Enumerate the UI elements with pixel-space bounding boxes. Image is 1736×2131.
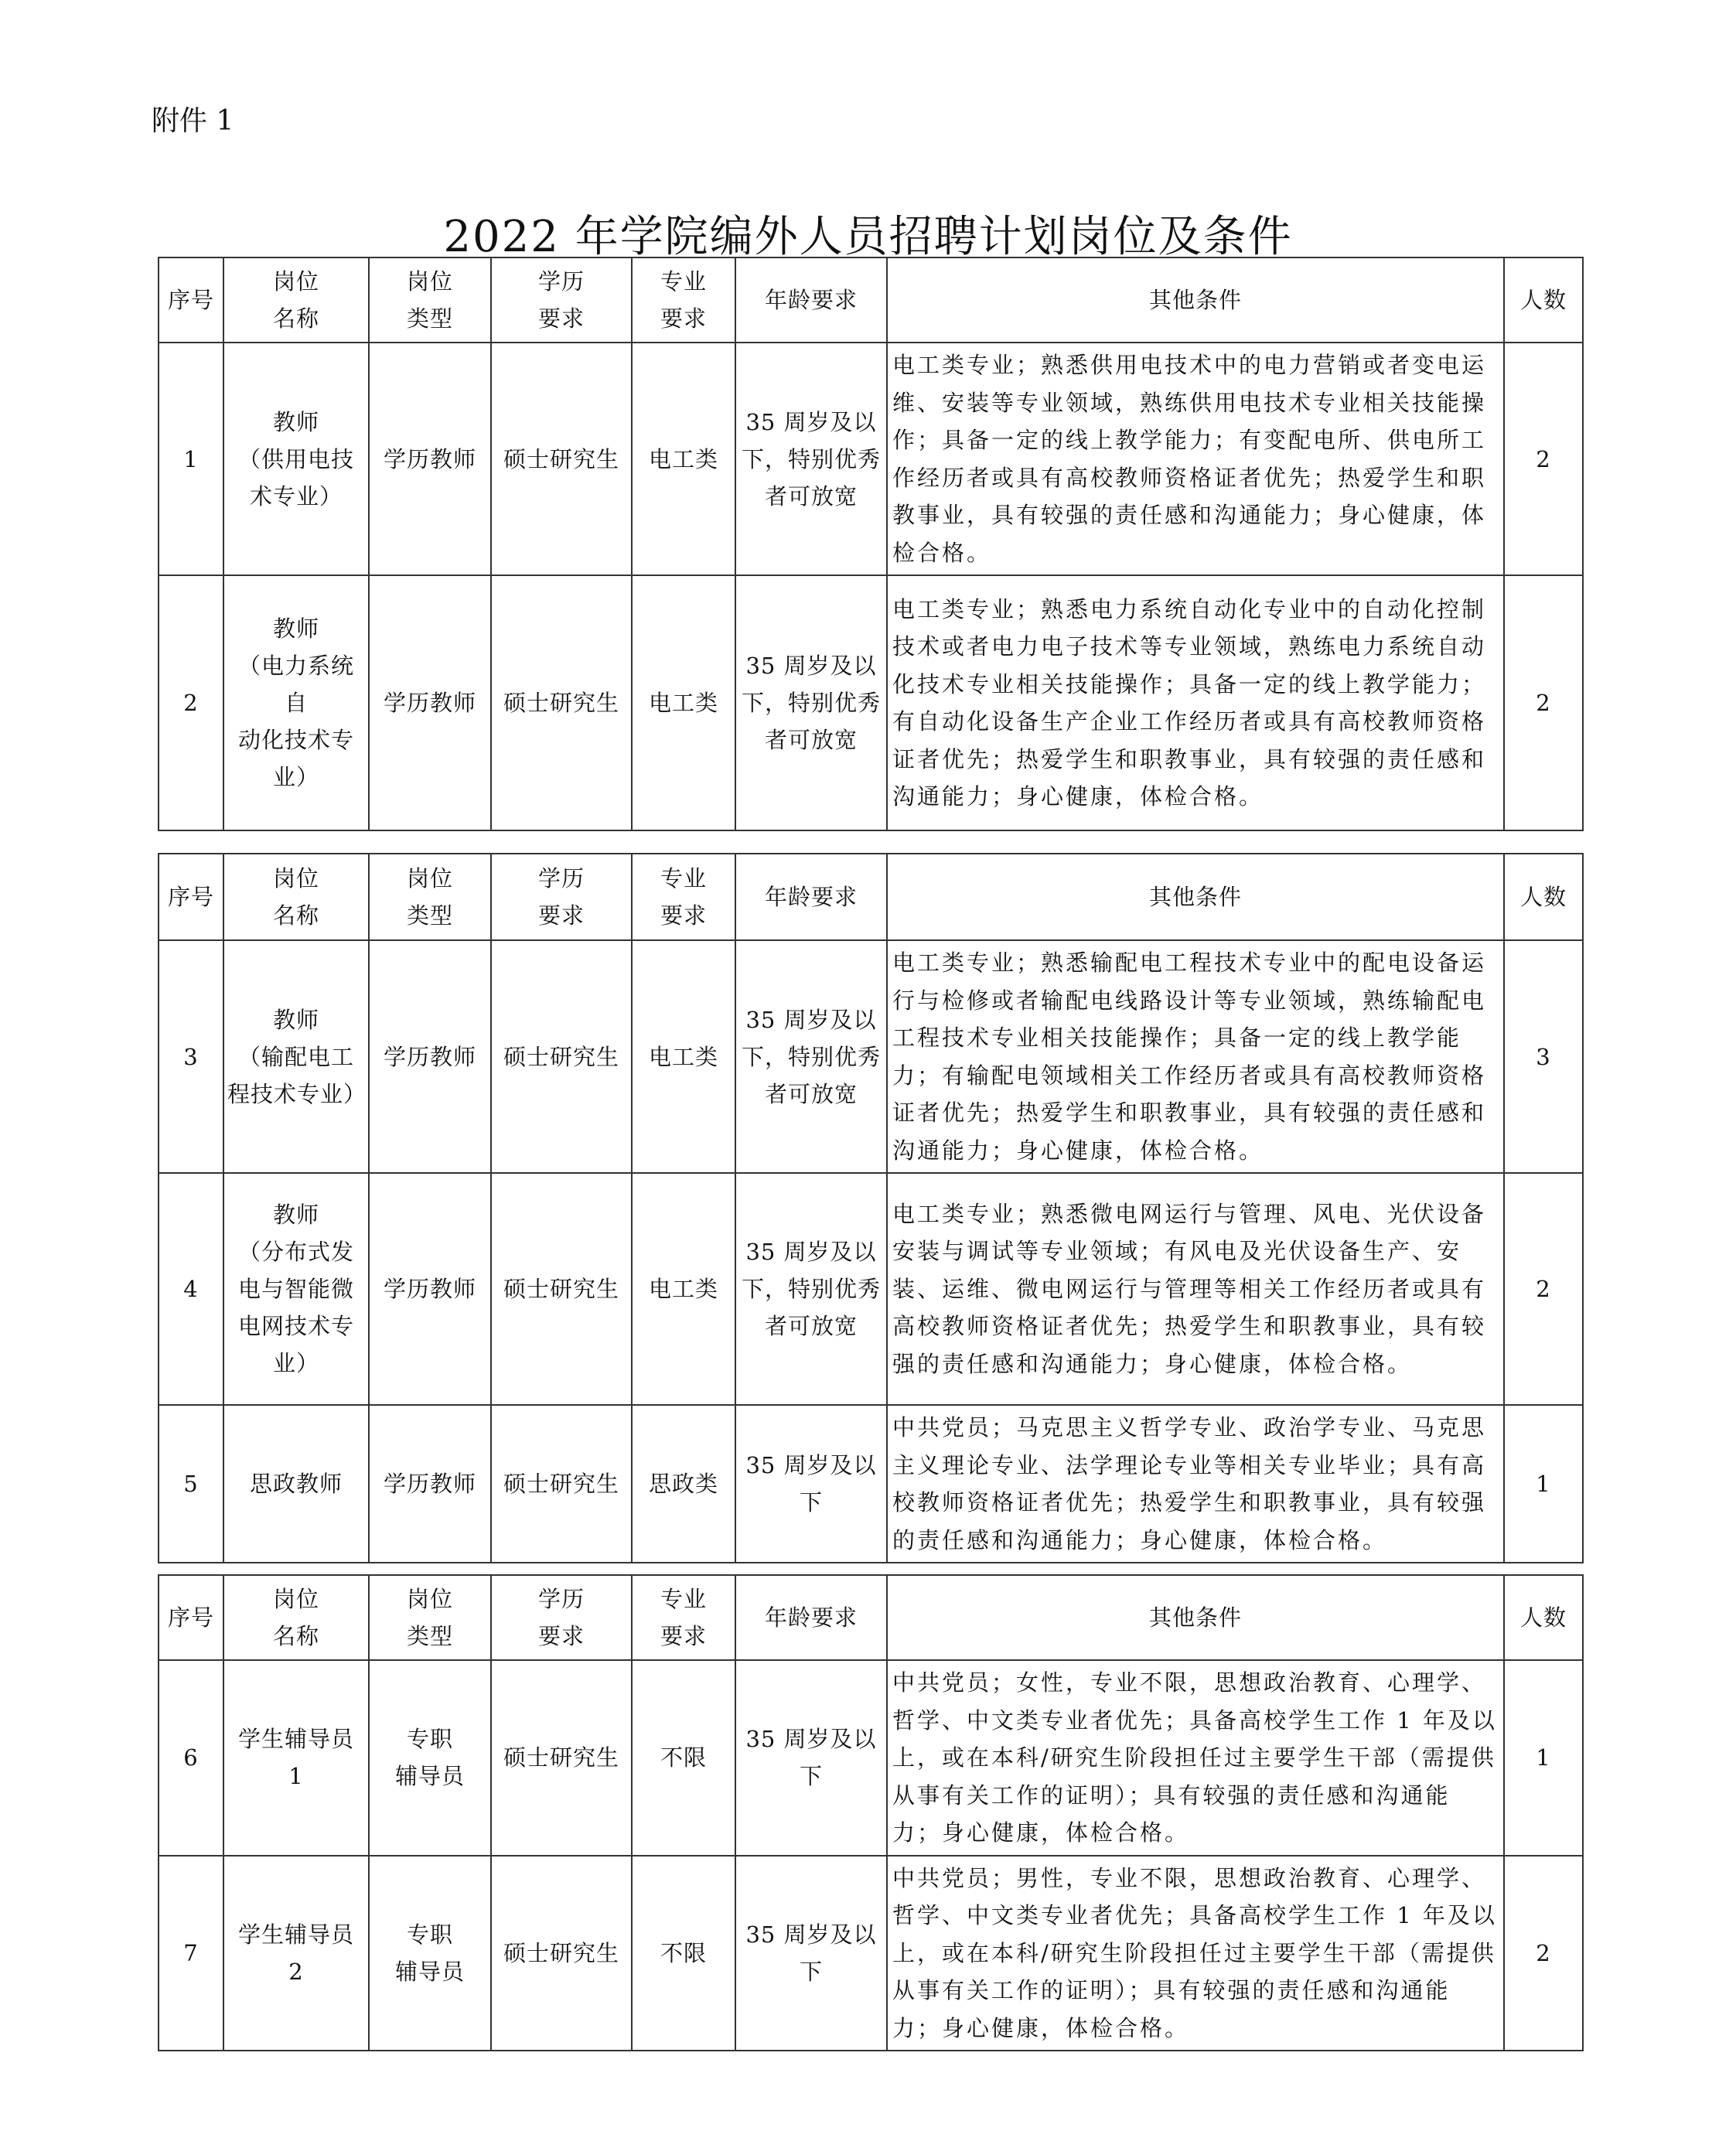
row-major: 思政类 — [632, 1405, 735, 1563]
table-row — [159, 1856, 1583, 2051]
row-post-name — [223, 1405, 369, 1563]
row-post-type — [369, 575, 491, 830]
header-post-name — [223, 854, 369, 940]
row-seq: 5 — [159, 1405, 223, 1563]
header-post-type-line: 岗位 — [406, 865, 453, 892]
header-major-line: 要求 — [660, 1623, 707, 1649]
header-age: 年龄要求 — [735, 1575, 887, 1660]
row-age-line: 下，特别优秀 — [741, 445, 881, 472]
header-post-type — [369, 1575, 491, 1660]
row-post-name — [223, 940, 369, 1173]
row-age-line: 35 周岁及以 — [745, 1452, 877, 1478]
row-count: 2 — [1504, 343, 1583, 575]
table-row — [159, 1660, 1583, 1856]
row-post-type-line: 辅导员 — [394, 1763, 465, 1790]
row-post-name-line: 思政教师 — [249, 1471, 343, 1497]
row-post-type-line: 学历教师 — [383, 1276, 476, 1302]
header-major — [632, 1575, 735, 1660]
header-other-conditions: 其他条件 — [887, 257, 1504, 343]
table-row — [159, 1173, 1583, 1405]
row-education: 硕士研究生 — [491, 343, 632, 575]
row-age-line: 下，特别优秀 — [741, 690, 881, 716]
row-age-line: 者可放宽 — [764, 482, 858, 510]
header-seq: 序号 — [159, 257, 223, 343]
header-education-line: 学历 — [537, 865, 585, 892]
row-other-conditions: 电工类专业；熟悉电力系统自动化专业中的自动化控制技术或者电力电子技术等专业领域，熟练电力系统自动化技术专业相关技能操作；具备一定的线上教学能力；有自动化设备生产企业工作经历者或具有高校教师资格证者优先；热爱学生和职教事业，具有较强的责任感和沟通能力；身心健康，体检合格。 — [887, 575, 1504, 830]
row-post-type-line: 学历教师 — [383, 1043, 476, 1070]
header-post-type-line: 岗位 — [406, 268, 453, 295]
row-education: 硕士研究生 — [491, 1405, 632, 1563]
row-post-name — [223, 343, 369, 575]
row-post-name-line: 术专业） — [249, 482, 343, 510]
header-post-name — [223, 257, 369, 343]
recruitment-table-page-3 — [158, 1574, 1584, 2051]
header-post-name-line: 岗位 — [272, 865, 319, 892]
row-age — [735, 1660, 887, 1856]
header-count: 人数 — [1504, 257, 1583, 343]
row-post-name — [223, 1856, 369, 2051]
row-post-name-line: 业） — [272, 764, 319, 790]
recruitment-table-page-2 — [158, 853, 1584, 1563]
row-age-line: 者可放宽 — [764, 727, 858, 753]
row-other-conditions: 中共党员；女性，专业不限，思想政治教育、心理学、哲学、中文类专业者优先；具备高校学生工作 1 年及以上，或在本科/研究生阶段担任过主要学生干部（需提供从事有关工作的证明）；具有较强的责任感和沟通能力；身心健康，体检合格。 — [887, 1660, 1504, 1856]
row-education: 硕士研究生 — [491, 1856, 632, 2051]
row-seq: 7 — [159, 1856, 223, 2051]
row-age — [735, 940, 887, 1173]
header-post-type — [369, 854, 491, 940]
header-post-name-line: 名称 — [272, 902, 319, 929]
table-row — [159, 940, 1583, 1173]
row-count: 1 — [1504, 1405, 1583, 1563]
row-age-line: 35 周岁及以 — [745, 1006, 877, 1033]
recruitment-table-page-1 — [158, 257, 1584, 831]
header-education — [491, 854, 632, 940]
row-post-name — [223, 1660, 369, 1856]
row-age — [735, 1405, 887, 1563]
row-post-type — [369, 1660, 491, 1856]
document-title: 2022 年学院编外人员招聘计划岗位及条件 — [443, 212, 1293, 262]
header-count: 人数 — [1504, 1575, 1583, 1660]
row-count: 1 — [1504, 1660, 1583, 1856]
header-education — [491, 257, 632, 343]
header-major — [632, 257, 735, 343]
row-post-name-line: 学生辅导员 2 — [237, 1921, 354, 1985]
header-post-type-line: 类型 — [406, 902, 453, 929]
row-major: 电工类 — [632, 575, 735, 830]
row-age — [735, 343, 887, 575]
header-education — [491, 1575, 632, 1660]
row-major: 电工类 — [632, 343, 735, 575]
row-post-type — [369, 343, 491, 575]
row-other-conditions: 电工类专业；熟悉供用电技术中的电力营销或者变电运维、安装等专业领域，熟练供用电技术专业相关技能操作；具备一定的线上教学能力；有变配电所、供电所工作经历者或具有高校教师资格证者优先；热爱学生和职教事业，具有较强的责任感和沟通能力；身心健康，体检合格。 — [887, 343, 1504, 575]
row-age-line: 35 周岁及以 — [745, 1921, 877, 1948]
row-seq: 6 — [159, 1660, 223, 1856]
row-other-conditions: 电工类专业；熟悉输配电工程技术专业中的配电设备运行与检修或者输配电线路设计等专业领域，熟练输配电工程技术专业相关技能操作；具备一定的线上教学能力；有输配电领域相关工作经历者或具有高校教师资格证者优先；热爱学生和职教事业，具有较强的责任感和沟通能力；身心健康，体检合格。 — [887, 940, 1504, 1173]
header-post-type — [369, 257, 491, 343]
row-other-conditions: 电工类专业；熟悉微电网运行与管理、风电、光伏设备安装与调试等专业领域；有风电及光伏设备生产、安装、运维、微电网运行与管理等相关工作经历者或具有高校教师资格证者优先；热爱学生和职教事业，具有较强的责任感和沟通能力；身心健康，体检合格。 — [887, 1173, 1504, 1405]
row-post-type — [369, 1856, 491, 2051]
header-age: 年龄要求 — [735, 257, 887, 343]
header-education-line: 要求 — [537, 1623, 585, 1649]
row-post-name-line: 教师 — [272, 1006, 319, 1033]
header-count: 人数 — [1504, 854, 1583, 940]
header-education-line: 学历 — [537, 1586, 585, 1612]
row-major: 电工类 — [632, 940, 735, 1173]
row-education: 硕士研究生 — [491, 1173, 632, 1405]
row-post-type — [369, 1173, 491, 1405]
row-post-name-line: 电与智能微 — [237, 1276, 354, 1302]
row-seq: 1 — [159, 343, 223, 575]
row-major: 不限 — [632, 1856, 735, 2051]
header-other-conditions: 其他条件 — [887, 1575, 1504, 1660]
row-count: 2 — [1504, 1173, 1583, 1405]
header-age: 年龄要求 — [735, 854, 887, 940]
row-post-name-line: 教师 — [272, 615, 319, 642]
row-age-line: 者可放宽 — [764, 1080, 858, 1107]
row-major: 不限 — [632, 1660, 735, 1856]
row-education: 硕士研究生 — [491, 940, 632, 1173]
row-seq: 2 — [159, 575, 223, 830]
row-age — [735, 575, 887, 830]
row-post-type-line: 学历教师 — [383, 690, 476, 716]
table-row — [159, 343, 1583, 575]
row-post-name-line: （分布式发 — [237, 1239, 354, 1265]
row-other-conditions: 中共党员；马克思主义哲学专业、政治学专业、马克思主义理论专业、法学理论专业等相关专业毕业；具有高校教师资格证者优先；热爱学生和职教事业，具有较强的责任感和沟通能力；身心健康，体检合格。 — [887, 1405, 1504, 1563]
row-education: 硕士研究生 — [491, 1660, 632, 1856]
row-age-line: 35 周岁及以 — [745, 653, 877, 679]
header-post-name-line: 名称 — [272, 1623, 319, 1649]
row-age-line: 下，特别优秀 — [741, 1043, 881, 1070]
row-post-name-line: （电力系统自 — [237, 653, 354, 716]
header-major-line: 要求 — [660, 902, 707, 929]
row-post-type-line: 辅导员 — [394, 1958, 465, 1985]
header-education-line: 要求 — [537, 902, 585, 929]
row-post-type-line: 学历教师 — [383, 445, 476, 472]
table-header-row — [159, 257, 1583, 343]
header-seq: 序号 — [159, 1575, 223, 1660]
header-post-type-line: 类型 — [406, 305, 453, 332]
row-post-type — [369, 1405, 491, 1563]
row-post-name-line: 业） — [272, 1350, 319, 1376]
row-age — [735, 1173, 887, 1405]
row-age-line: 下 — [799, 1958, 823, 1985]
attachment-label: 附件 1 — [152, 105, 234, 137]
header-education-line: 要求 — [537, 305, 585, 332]
row-post-type-line: 专职 — [406, 1921, 453, 1948]
row-post-name-line: 程技术专业） — [227, 1080, 367, 1107]
table-header-row — [159, 854, 1583, 940]
row-count: 2 — [1504, 1856, 1583, 2051]
row-seq: 3 — [159, 940, 223, 1173]
row-post-name — [223, 575, 369, 830]
header-post-name-line: 名称 — [272, 305, 319, 332]
header-post-name-line: 岗位 — [272, 268, 319, 295]
row-education: 硕士研究生 — [491, 575, 632, 830]
header-major-line: 专业 — [660, 268, 707, 295]
header-major-line: 专业 — [660, 1586, 707, 1612]
header-post-type-line: 类型 — [406, 1623, 453, 1649]
header-other-conditions: 其他条件 — [887, 854, 1504, 940]
header-post-name — [223, 1575, 369, 1660]
row-seq: 4 — [159, 1173, 223, 1405]
header-major-line: 要求 — [660, 305, 707, 332]
row-post-name-line: （输配电工 — [237, 1043, 354, 1070]
header-major-line: 专业 — [660, 865, 707, 892]
row-age — [735, 1856, 887, 2051]
row-post-type — [369, 940, 491, 1173]
row-other-conditions: 中共党员；男性，专业不限，思想政治教育、心理学、哲学、中文类专业者优先；具备高校学生工作 1 年及以上，或在本科/研究生阶段担任过主要学生干部（需提供从事有关工作的证明）；具有较强的责任感和沟通能力；身心健康，体检合格。 — [887, 1856, 1504, 2051]
row-major: 电工类 — [632, 1173, 735, 1405]
row-age-line: 35 周岁及以 — [745, 1726, 877, 1753]
row-post-type-line: 专职 — [406, 1726, 453, 1753]
row-age-line: 者可放宽 — [764, 1313, 858, 1339]
header-seq: 序号 — [159, 854, 223, 940]
row-post-type-line: 学历教师 — [383, 1471, 476, 1497]
header-education-line: 学历 — [537, 268, 585, 295]
row-age-line: 35 周岁及以 — [745, 408, 877, 435]
header-major — [632, 854, 735, 940]
row-post-name-line: 教师 — [272, 408, 319, 435]
row-post-name-line: （供用电技 — [237, 445, 354, 472]
row-age-line: 下，特别优秀 — [741, 1276, 881, 1302]
row-post-name-line: 学生辅导员 1 — [237, 1726, 354, 1790]
row-post-name-line: 电网技术专 — [237, 1313, 354, 1339]
row-post-name-line: 动化技术专 — [237, 727, 354, 753]
row-count: 2 — [1504, 575, 1583, 830]
row-age-line: 下 — [799, 1489, 823, 1516]
row-age-line: 下 — [799, 1763, 823, 1790]
row-post-name-line: 教师 — [272, 1202, 319, 1228]
header-post-type-line: 岗位 — [406, 1586, 453, 1612]
table-row — [159, 1405, 1583, 1563]
row-count: 3 — [1504, 940, 1583, 1173]
header-post-name-line: 岗位 — [272, 1586, 319, 1612]
row-age-line: 35 周岁及以 — [745, 1239, 877, 1265]
row-post-name — [223, 1173, 369, 1405]
table-row — [159, 575, 1583, 830]
table-header-row — [159, 1575, 1583, 1660]
